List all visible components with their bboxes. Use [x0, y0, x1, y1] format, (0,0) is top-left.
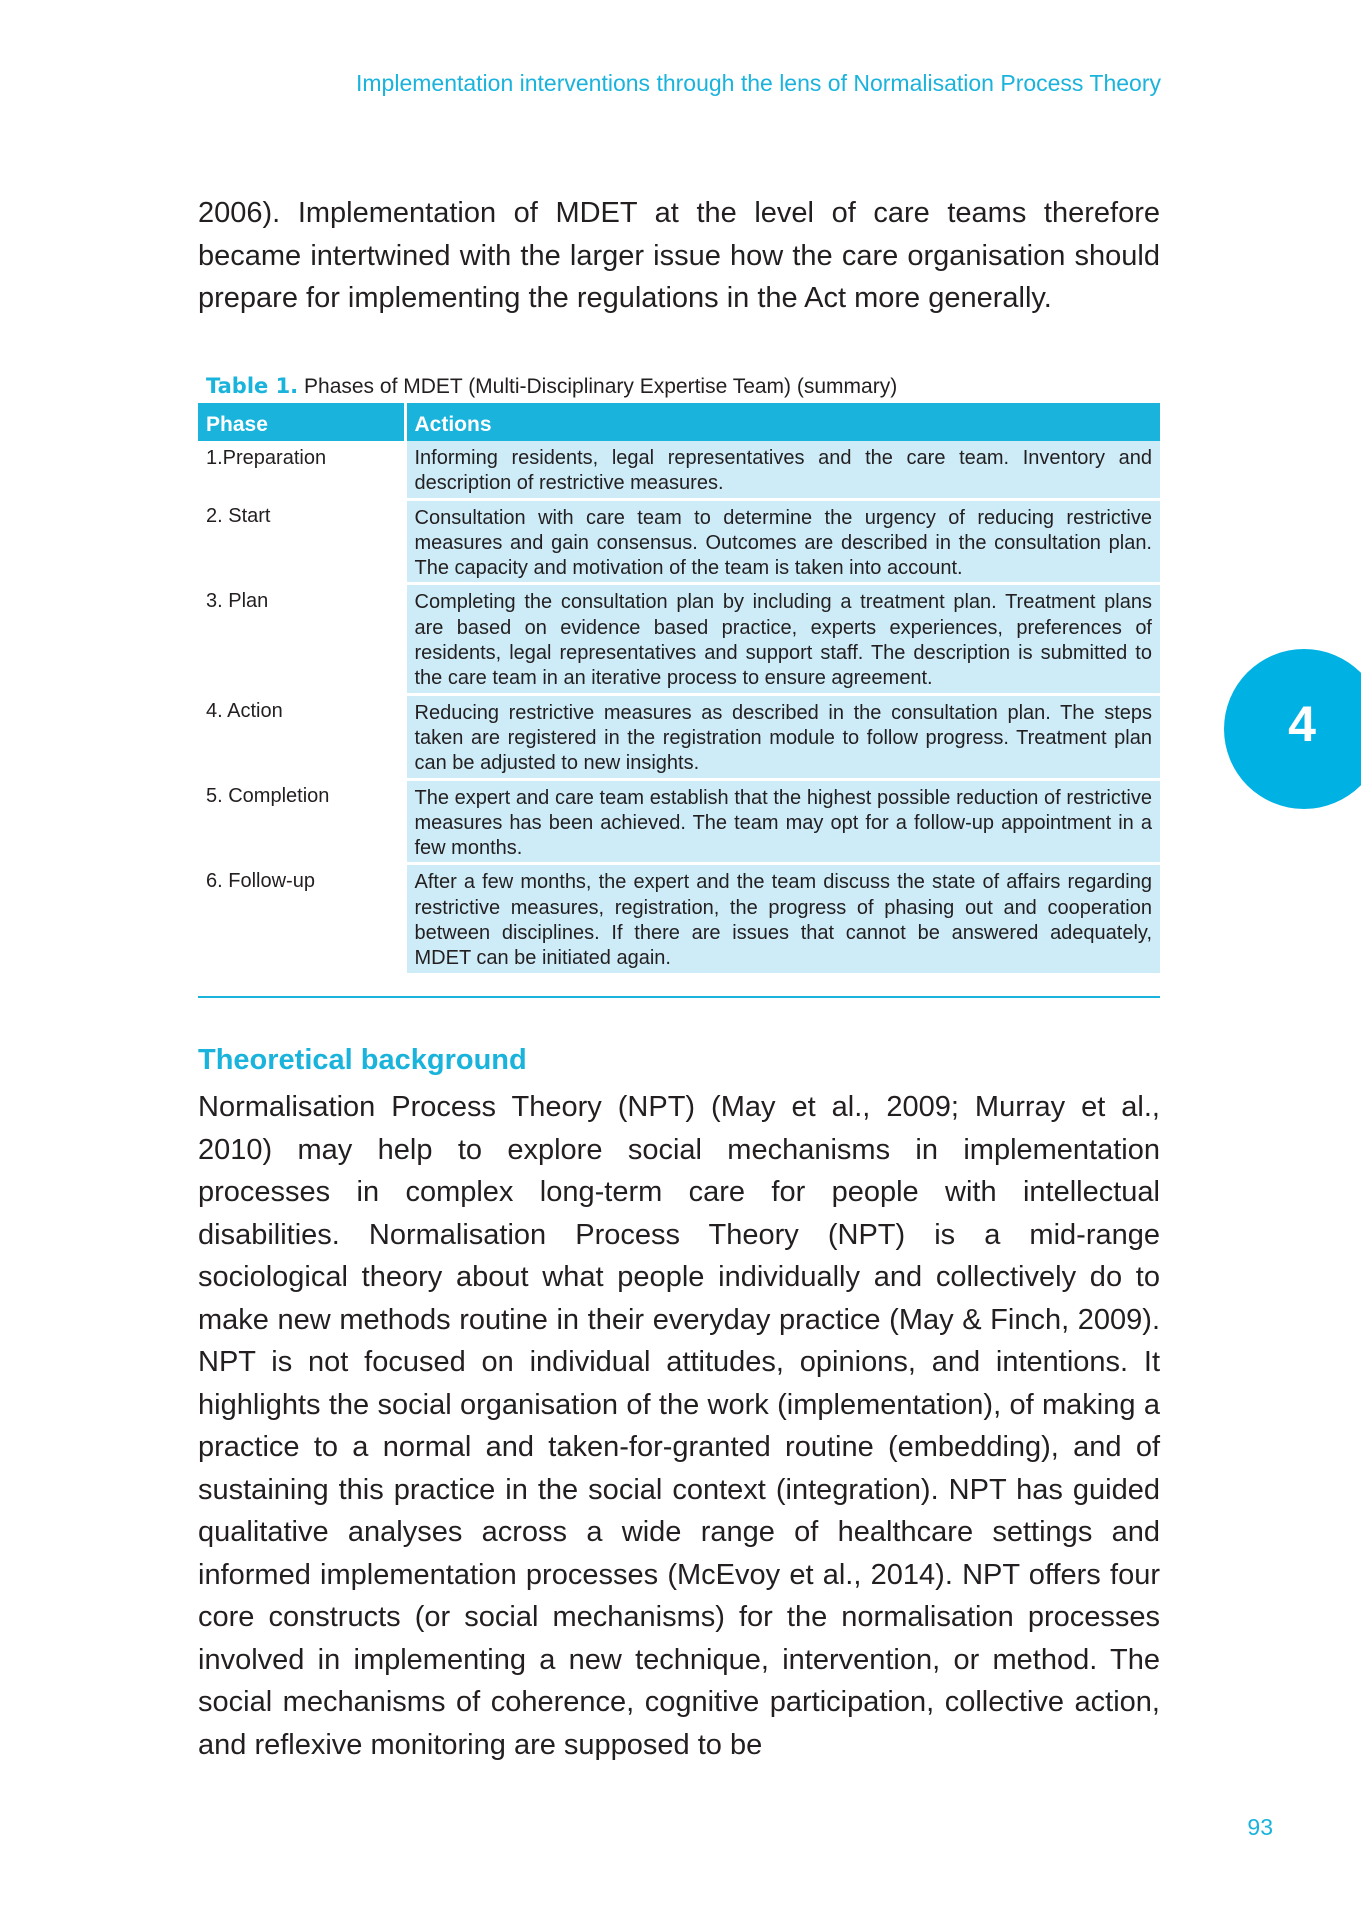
table-row [198, 499, 1160, 584]
running-header: Implementation interventions through the lens of Normalisation Process Theory [356, 70, 1161, 96]
chapter-tab [1224, 649, 1361, 809]
actions-cell: Reducing restrictive measures as described in the consultation plan. The steps taken are registered in the registration module to follow progress. Treatment plan can be adjusted to new insights. [405, 694, 1160, 779]
table-caption-label: Table 1. [206, 374, 299, 398]
chapter-number: 4 [1288, 696, 1316, 752]
table-header-row [198, 403, 1160, 441]
column-header-actions: Actions [405, 403, 1160, 441]
table-bottom-rule [198, 996, 1160, 998]
actions-cell: Consultation with care team to determine the urgency of reducing restrictive measures and gain consensus. Outcomes are described in the consultation plan. The capacity and motivation of the team is taken into account. [405, 499, 1160, 584]
phase-cell: 3. Plan [198, 584, 405, 694]
table-row [198, 694, 1160, 779]
actions-cell: The expert and care team establish that the highest possible reduction of restrictive measures has been achieved. The team may opt for a follow-up appointment in a few months. [405, 779, 1160, 864]
table-caption-text: Phases of MDET (Multi-Disciplinary Expertise Team) (summary) [304, 375, 898, 398]
section-heading: Theoretical background [198, 1044, 527, 1076]
page-number: 93 [1247, 1814, 1273, 1840]
phase-cell: 2. Start [198, 499, 405, 584]
table-row [198, 779, 1160, 864]
column-header-phase: Phase [198, 403, 405, 441]
table-row [198, 584, 1160, 694]
phase-cell: 1.Preparation [198, 441, 405, 499]
intro-paragraph: 2006). Implementation of MDET at the level of care teams therefore became intertwined with the larger issue how the care organisation should prepare for implementing the regulations in the Act more generally. [198, 197, 1160, 314]
phase-cell: 4. Action [198, 694, 405, 779]
actions-cell: Informing residents, legal representatives and the care team. Inventory and description of restrictive measures. [405, 441, 1160, 499]
actions-cell: Completing the consultation plan by including a treatment plan. Treatment plans are based on evidence based practice, experts experiences, preferences of residents, legal representatives and support staff. The description is submitted to the care team in an iterative process to ensure agreement. [405, 584, 1160, 694]
body-paragraph: Normalisation Process Theory (NPT) (May et al., 2009; Murray et al., 2010) may help to explore social mechanisms in implementation processes in complex long-term care for people with intellectual disabilities. Normalisation Process Theory (NPT) is a mid-range sociological theory about what people individually and collectively do to make new methods routine in their everyday practice (May & Finch, 2009). NPT is not focused on individual attitudes, opinions, and intentions. It highlights the social organisation of the work (implementation), of making a practice to a normal and taken-for-granted routine (embedding), and of sustaining this practice in the social context (integration). NPT has guided qualitative analyses across a wide range of healthcare settings and informed implementation processes (McEvoy et al., 2014). NPT offers four core constructs (or social mechanisms) for the normalisation processes involved in implementing a new technique, intervention, or method. The social mechanisms of coherence, cognitive participation, collective action, and reflexive monitoring are supposed to be [198, 1091, 1160, 1761]
table-row [198, 864, 1160, 973]
phase-cell: 6. Follow-up [198, 864, 405, 973]
table-caption [206, 372, 897, 401]
actions-cell: After a few months, the expert and the team discuss the state of affairs regarding restrictive measures, registration, the progress of phasing out and cooperation between disciplines. If there are issues that cannot be answered adequately, MDET can be initiated again. [405, 864, 1160, 973]
phase-cell: 5. Completion [198, 779, 405, 864]
table-row [198, 441, 1160, 499]
phases-table [198, 403, 1160, 973]
